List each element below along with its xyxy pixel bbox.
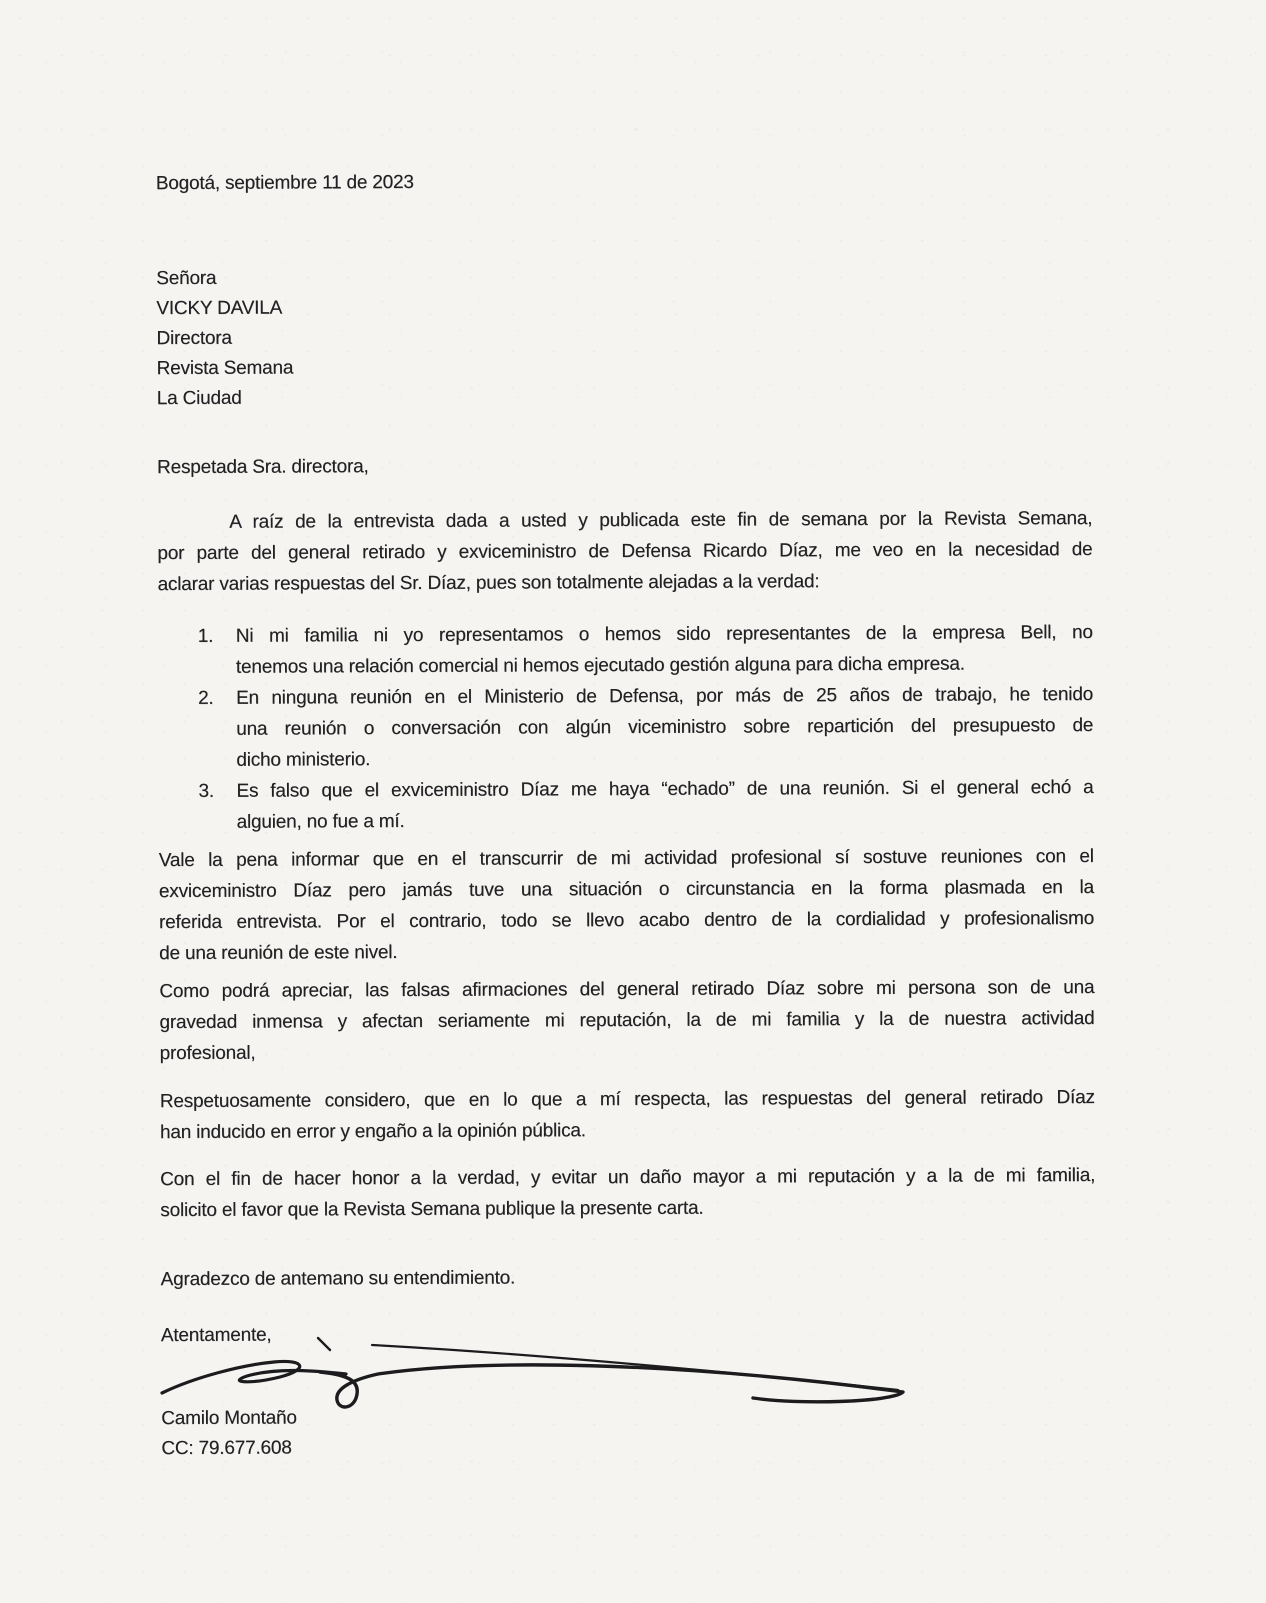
letter-date: Bogotá, septiembre 11 de 2023 [155, 171, 414, 195]
list-item-number: 3. [198, 780, 214, 802]
thanks-line: Agradezco de antemano su entendimiento. [160, 1267, 516, 1291]
text-line: han inducido en error y engaño a la opinión pública. [159, 1120, 586, 1144]
text-line: Es falso que el exviceministro Díaz me haya “echado” de una reunión. Si el general echó a [236, 776, 1094, 802]
text-line: aclarar varias respuestas del Sr. Díaz, pues son totalmente alejadas a la verdad: [157, 571, 820, 596]
text-line: En ninguna reunión en el Ministerio de Defensa, por más de 25 años de trabajo, he tenido [235, 683, 1094, 709]
text-line: alguien, no fue a mí. [236, 811, 405, 833]
closing-line: Atentamente, [160, 1324, 272, 1347]
salutation: Respetada Sra. directora, [156, 456, 369, 479]
body-paragraph [159, 841, 1095, 969]
text-line: Ni mi familia ni yo representamos o hemos sido representantes de la empresa Bell, no [235, 622, 1093, 647]
list-item-text [236, 679, 1093, 776]
body-paragraph [159, 972, 1094, 1069]
text-line: dicho ministerio. [236, 749, 371, 771]
text-line: tenemos una relación comercial ni hemos ejecutado gestión alguna para dicha empresa. [235, 653, 965, 678]
text-line: por parte del general retirado y exviceministro de Defensa Ricardo Díaz, me veo en la necesidad de [157, 539, 1093, 565]
text-line: una reunión o conversación con algún viceministro sobre repartición del presupuesto de [236, 714, 1094, 740]
text-line: A raíz de la entrevista dada a usted y publicada este fin de semana por la Revista Semana, [229, 508, 1093, 533]
signer-name: Camilo Montaño [161, 1407, 297, 1430]
opening-paragraph [157, 503, 1092, 600]
text-line: exviceministro Díaz pero jamás tuve una situación o circunstancia en la forma plasmada en la [158, 876, 1094, 903]
text-line: VICKY DAVILA [156, 297, 283, 320]
list-item-number: 1. [197, 625, 214, 647]
text-line: La Ciudad [156, 387, 242, 410]
text-line: Vale la pena informar que en el transcurrir de mi actividad profesional sí sostuve reuniones con el [158, 845, 1094, 872]
body-paragraph [160, 1160, 1095, 1226]
text-line: Señora [156, 267, 217, 290]
signature-block [161, 1400, 1096, 1464]
list-item [158, 617, 1093, 683]
recipient-address [156, 260, 1092, 414]
signer-id: CC: 79.677.608 [161, 1437, 292, 1460]
list-item-number: 2. [197, 687, 214, 709]
list-item [158, 772, 1093, 838]
text-line: Directora [156, 327, 232, 350]
numbered-list [158, 617, 1094, 838]
text-line: Con el fin de hacer honor a la verdad, y evitar un daño mayor a mi reputación y a la de mi familia, [160, 1164, 1096, 1191]
text-line: Como podrá apreciar, las falsas afirmaciones del general retirado Díaz sobre mi persona son de una [159, 976, 1095, 1003]
list-item-text [236, 617, 1093, 683]
text-line: gravedad inmensa y afectan seriamente mi reputación, la de mi familia y la de nuestra actividad [159, 1007, 1095, 1034]
text-line: Respetuosamente considero, que en lo que a mí respecta, las respuestas del general retirado Díaz [159, 1086, 1095, 1113]
text-line: profesional, [159, 1042, 256, 1065]
list-item-text [236, 772, 1093, 838]
text-line: de una reunión de este nivel. [159, 942, 398, 965]
text-line: solicito el favor que la Revista Semana publique la presente carta. [160, 1197, 704, 1222]
text-line: referida entrevista. Por el contrario, todo se llevo acabo dentro de la cordialidad y profesionalismo [158, 907, 1095, 934]
text-line: Revista Semana [156, 357, 294, 380]
body-paragraph [160, 1082, 1095, 1148]
list-item [158, 679, 1093, 776]
